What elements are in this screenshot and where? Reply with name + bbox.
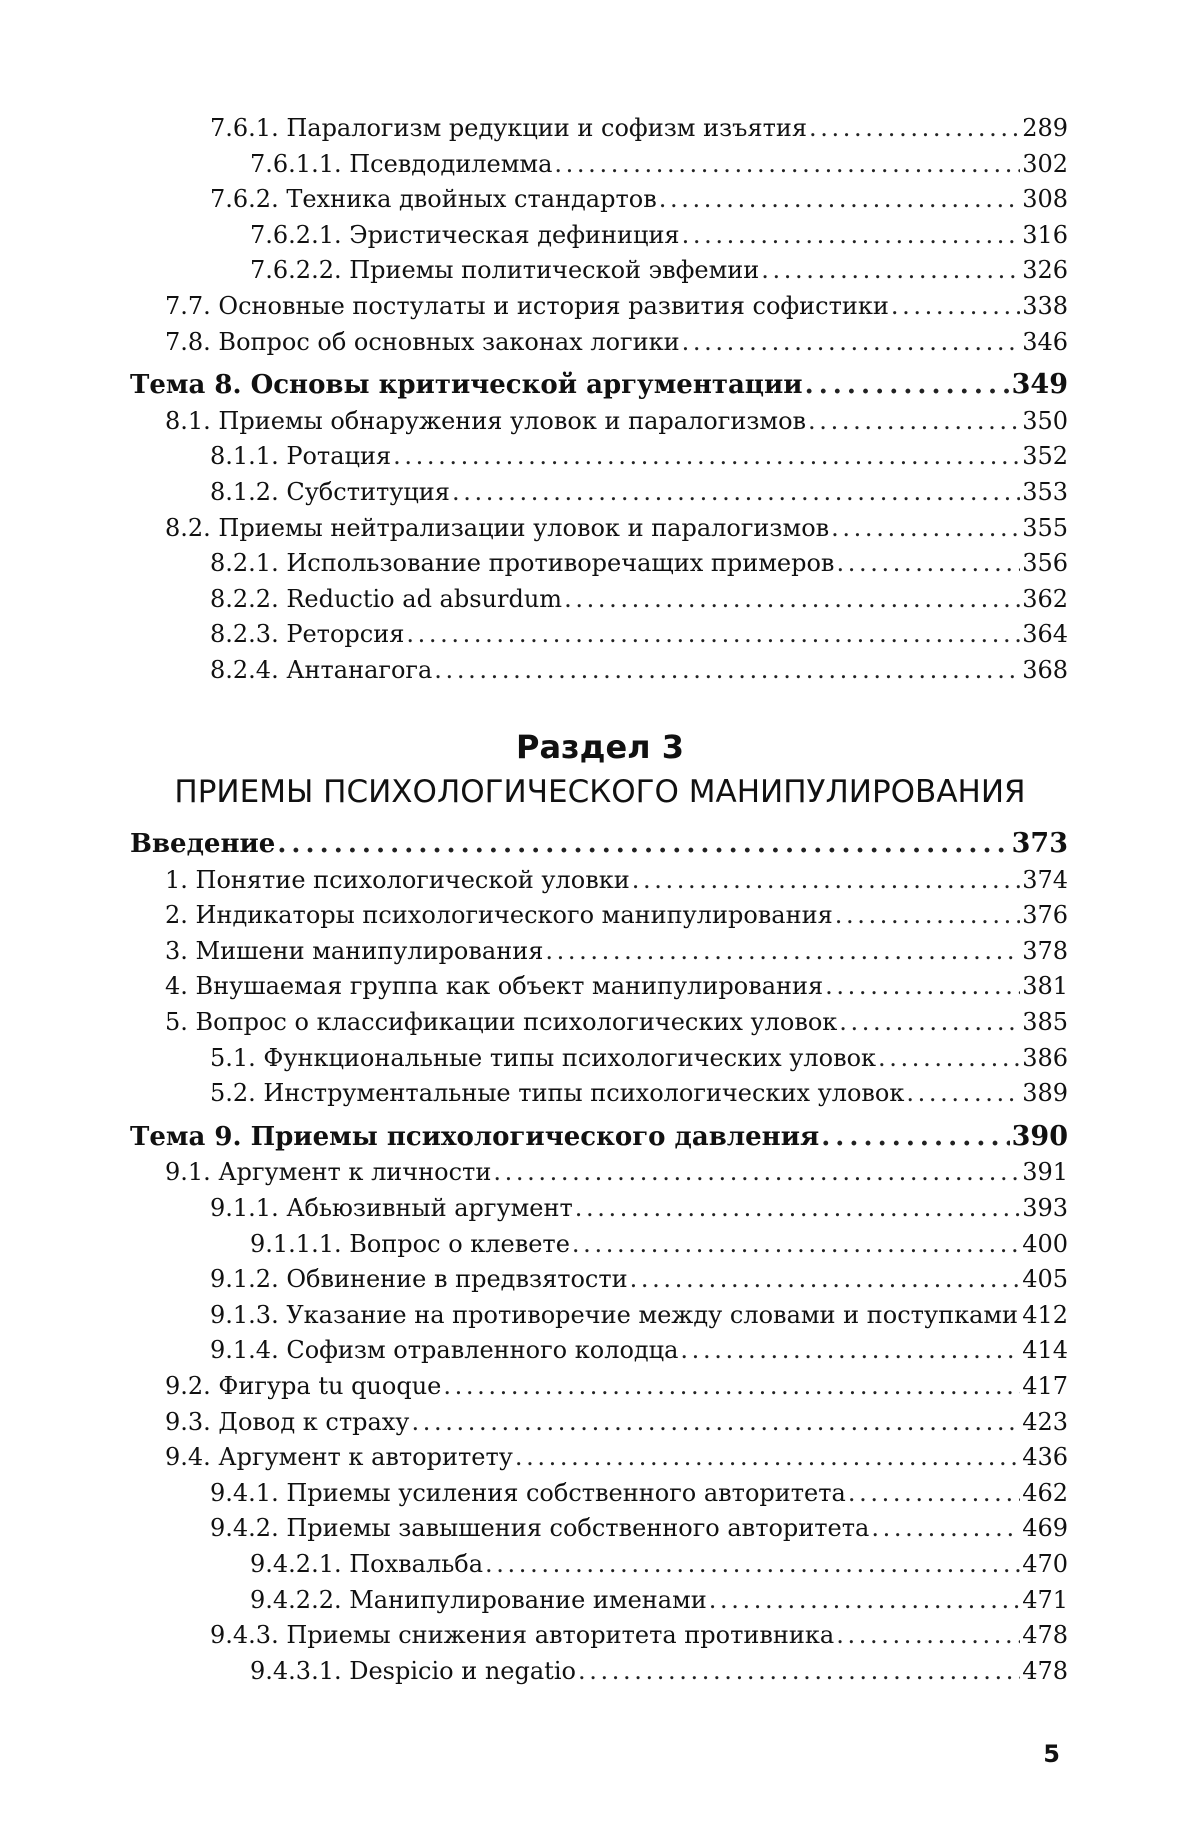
toc-entry-title: 4. Внушаемая группа как объект манипулирования [165, 972, 824, 1001]
toc-leader-dots [682, 217, 1021, 253]
toc-leader-dots [848, 1475, 1020, 1511]
toc-entry-title: 8.2.1. Использование противоречащих примеров [210, 549, 835, 578]
toc-entry [210, 1075, 1068, 1111]
toc-leader-dots [493, 1154, 1020, 1190]
toc-entry-page: 391 [1022, 1158, 1068, 1187]
toc-entry-title: 7.8. Вопрос об основных законах логики [165, 327, 680, 356]
toc-entry [210, 438, 1068, 474]
toc-entry-title: 2. Индикаторы психологического манипулирования [165, 901, 833, 930]
toc-entry-title: 7.6.2.2. Приемы политической эвфемии [250, 256, 760, 285]
toc-entry-title: 5.1. Функциональные типы психологических уловок [210, 1043, 877, 1072]
toc-entry [165, 1004, 1068, 1040]
toc-entry [210, 652, 1068, 688]
toc-leader-dots [831, 510, 1020, 546]
toc-entry [210, 581, 1068, 617]
toc-entry-page: 390 [1011, 1120, 1068, 1152]
toc-entry [210, 1510, 1068, 1546]
toc-leader-dots [575, 1190, 1020, 1226]
toc-leader-dots [554, 146, 1020, 182]
toc-entry-page: 355 [1022, 513, 1068, 542]
toc-entry [165, 1404, 1068, 1440]
toc-leader-dots [808, 403, 1020, 439]
toc-entry-title: 9.4.3. Приемы снижения авторитета противника [210, 1621, 835, 1650]
toc-chapter-entry [130, 826, 1068, 862]
toc-entry-title: 9.4.1. Приемы усиления собственного авторитета [210, 1478, 846, 1507]
toc-entry-title: 8.2.3. Реторсия [210, 620, 405, 649]
toc-entry-title: 8.1. Приемы обнаружения уловок и паралогизмов [165, 406, 807, 435]
toc-entry [210, 1261, 1068, 1297]
toc-leader-dots [906, 1075, 1020, 1111]
toc-entry [250, 1546, 1068, 1582]
toc-entry-title: Тема 9. Приемы психологического давления [130, 1121, 820, 1152]
toc-leader-dots [485, 1546, 1020, 1582]
toc-leader-dots [809, 110, 1020, 146]
toc-entry [165, 403, 1068, 439]
toc-entry-title: 9.4.2.1. Похвальба [250, 1550, 484, 1578]
toc-entry-page: 350 [1022, 406, 1068, 435]
toc-entry [165, 510, 1068, 546]
toc-leader-dots [821, 1119, 1009, 1155]
toc-leader-dots [825, 968, 1020, 1004]
toc-leader-dots [545, 933, 1020, 969]
toc-entry-title: 5. Вопрос о классификации психологических уловок [165, 1008, 838, 1036]
toc-entry-page: 469 [1022, 1514, 1068, 1543]
toc-entry-page: 400 [1022, 1229, 1068, 1258]
toc-entry [165, 324, 1068, 360]
toc-entry-page: 349 [1011, 369, 1068, 401]
toc-leader-dots [578, 1653, 1020, 1689]
toc-entry-title: 9.4.3.1. Despicio и negatio [250, 1656, 576, 1685]
toc-leader-dots [659, 181, 1020, 217]
toc-entry-page: 389 [1022, 1079, 1068, 1108]
toc-entry-title: Тема 8. Основы критической аргументации [130, 370, 803, 401]
toc-chapter-entry [130, 367, 1068, 403]
toc-entry-page: 436 [1022, 1443, 1068, 1472]
toc-entry [210, 1475, 1068, 1511]
toc-entry [210, 1617, 1068, 1653]
toc-entry-page: 362 [1022, 584, 1068, 613]
toc-entry-page: 316 [1022, 220, 1068, 249]
toc-entry-title: 7.6.2. Техника двойных стандартов [210, 185, 657, 214]
toc-entry [165, 1154, 1068, 1190]
toc-entry [210, 545, 1068, 581]
toc-leader-dots [572, 1226, 1020, 1262]
toc-entry-page: 381 [1022, 972, 1068, 1001]
toc-entry-page: 414 [1022, 1336, 1068, 1365]
toc-entry-title: 9.1. Аргумент к личности [165, 1158, 492, 1187]
toc-leader-dots [443, 1368, 1020, 1404]
page-number: 5 [1043, 1740, 1060, 1768]
toc-entry-page: 368 [1022, 656, 1068, 684]
toc-entry-title: 9.4.2.2. Манипулирование именами [250, 1585, 707, 1614]
toc-leader-dots [682, 324, 1021, 360]
toc-entry-title: 9.3. Довод к страху [165, 1407, 410, 1436]
toc-entry [250, 1582, 1068, 1618]
toc-entry-title: 7.6.1. Паралогизм редукции и софизм изъятия [210, 114, 807, 142]
toc-entry-page: 289 [1022, 114, 1068, 142]
toc-entry-page: 356 [1022, 549, 1068, 578]
toc-entry-page: 470 [1022, 1550, 1068, 1578]
toc-leader-dots [839, 1004, 1020, 1040]
toc-entry [250, 1653, 1068, 1689]
toc-leader-dots [393, 438, 1020, 474]
toc-entry [250, 1226, 1068, 1262]
toc-entry-page: 352 [1022, 442, 1068, 471]
toc-entry [210, 1332, 1068, 1368]
toc-entry-title: 9.4. Аргумент к авторитету [165, 1443, 513, 1472]
toc-entry-page: 393 [1022, 1194, 1068, 1222]
toc-entry-title: 8.2.4. Антанагога [210, 656, 433, 684]
toc-entry-title: 9.1.2. Обвинение в предвзятости [210, 1265, 628, 1294]
toc-leader-dots [836, 545, 1020, 581]
toc-leader-dots [878, 1040, 1020, 1076]
toc-entry-title: 7.6.1.1. Псевдодилемма [250, 149, 553, 178]
toc-entry-page: 462 [1022, 1478, 1068, 1507]
toc-entry-page: 385 [1022, 1008, 1068, 1036]
toc-entry [250, 146, 1068, 182]
toc-entry-page: 478 [1022, 1621, 1068, 1650]
toc-entry-title: 1. Понятие психологической уловки [165, 865, 630, 894]
toc-entry-page: 353 [1022, 478, 1068, 506]
toc-entry-page: 423 [1022, 1407, 1068, 1436]
toc-entry [210, 181, 1068, 217]
section-title: ПРИЕМЫ ПСИХОЛОГИЧЕСКОГО МАНИПУЛИРОВАНИЯ [174, 774, 1026, 810]
toc-leader-dots [709, 1582, 1020, 1618]
toc-entry-page: 346 [1022, 327, 1068, 356]
toc-leader-dots [680, 1332, 1020, 1368]
toc-entry [210, 1190, 1068, 1226]
toc-entry-page: 412 [1022, 1300, 1068, 1329]
toc-entry-title: 9.1.1. Абьюзивный аргумент [210, 1194, 573, 1222]
toc-entry [165, 1439, 1068, 1475]
toc-leader-dots [277, 826, 1009, 862]
toc-entry-page: 338 [1022, 292, 1068, 320]
toc-leader-dots [515, 1439, 1020, 1475]
toc-entry-title: 9.4.2. Приемы завышения собственного авторитета [210, 1514, 870, 1543]
toc-entry-title: 9.1.1.1. Вопрос о клевете [250, 1229, 570, 1258]
toc-entry [165, 862, 1068, 898]
toc-entry [165, 933, 1068, 969]
toc-entry [165, 968, 1068, 1004]
toc-leader-dots [761, 252, 1020, 288]
toc-leader-dots [434, 652, 1020, 688]
toc-entry [210, 474, 1068, 510]
toc-entry-title: 9.2. Фигура tu quoque [165, 1372, 442, 1400]
toc-entry-page: 405 [1022, 1265, 1068, 1294]
toc-entry [210, 1040, 1068, 1076]
toc-entry-title: 3. Мишени манипулирования [165, 936, 544, 965]
toc-leader-dots [452, 474, 1020, 510]
toc-entry-page: 376 [1022, 901, 1068, 930]
toc-entry-title: Введение [130, 829, 276, 859]
toc-leader-dots [406, 616, 1020, 652]
toc-leader-dots [871, 1510, 1020, 1546]
toc-entry-title: 8.2. Приемы нейтрализации уловок и паралогизмов [165, 513, 830, 542]
toc-entry-title: 9.1.3. Указание на противоречие между словами и поступками [210, 1300, 1019, 1329]
toc-entry-page: 326 [1022, 256, 1068, 285]
toc-entry-title: 5.2. Инструментальные типы психологических уловок [210, 1079, 905, 1108]
toc-entry-title: 9.1.4. Софизм отравленного колодца [210, 1336, 679, 1365]
toc-entry [165, 897, 1068, 933]
toc-entry-title: 8.1.1. Ротация [210, 442, 392, 471]
toc-entry-page: 302 [1022, 149, 1068, 178]
toc-leader-dots [564, 581, 1020, 617]
toc-leader-dots [630, 1261, 1021, 1297]
toc-entry [250, 252, 1068, 288]
toc-leader-dots [835, 897, 1020, 933]
toc-leader-dots [891, 288, 1020, 324]
toc-entry [165, 288, 1068, 324]
toc-entry-page: 417 [1022, 1372, 1068, 1400]
toc-entry [250, 217, 1068, 253]
toc-entry-page: 364 [1022, 620, 1068, 649]
section-heading: Раздел 3 [515, 728, 685, 766]
toc-entry [210, 616, 1068, 652]
toc-entry-page: 308 [1022, 185, 1068, 214]
toc-entry [210, 1297, 1068, 1333]
toc-entry-title: 7.6.2.1. Эристическая дефиниция [250, 220, 680, 249]
toc-entry-page: 378 [1022, 936, 1068, 965]
toc-entry-page: 374 [1022, 865, 1068, 894]
toc-chapter-entry [130, 1119, 1068, 1155]
toc-entry-page: 471 [1022, 1585, 1068, 1614]
toc-entry-page: 478 [1022, 1656, 1068, 1685]
toc-entry-page: 386 [1022, 1043, 1068, 1072]
toc-entry-title: 8.2.2. Reductio ad absurdum [210, 584, 563, 613]
toc-leader-dots [805, 367, 1010, 403]
toc-leader-dots [632, 862, 1020, 898]
toc-entry-page: 373 [1011, 828, 1068, 859]
toc-leader-dots [411, 1404, 1020, 1440]
toc-leader-dots [836, 1617, 1020, 1653]
toc-entry-title: 7.7. Основные постулаты и история развития софистики [165, 292, 889, 320]
toc-entry-title: 8.1.2. Субституция [210, 478, 450, 506]
toc-entry [165, 1368, 1068, 1404]
toc-entry [210, 110, 1068, 146]
